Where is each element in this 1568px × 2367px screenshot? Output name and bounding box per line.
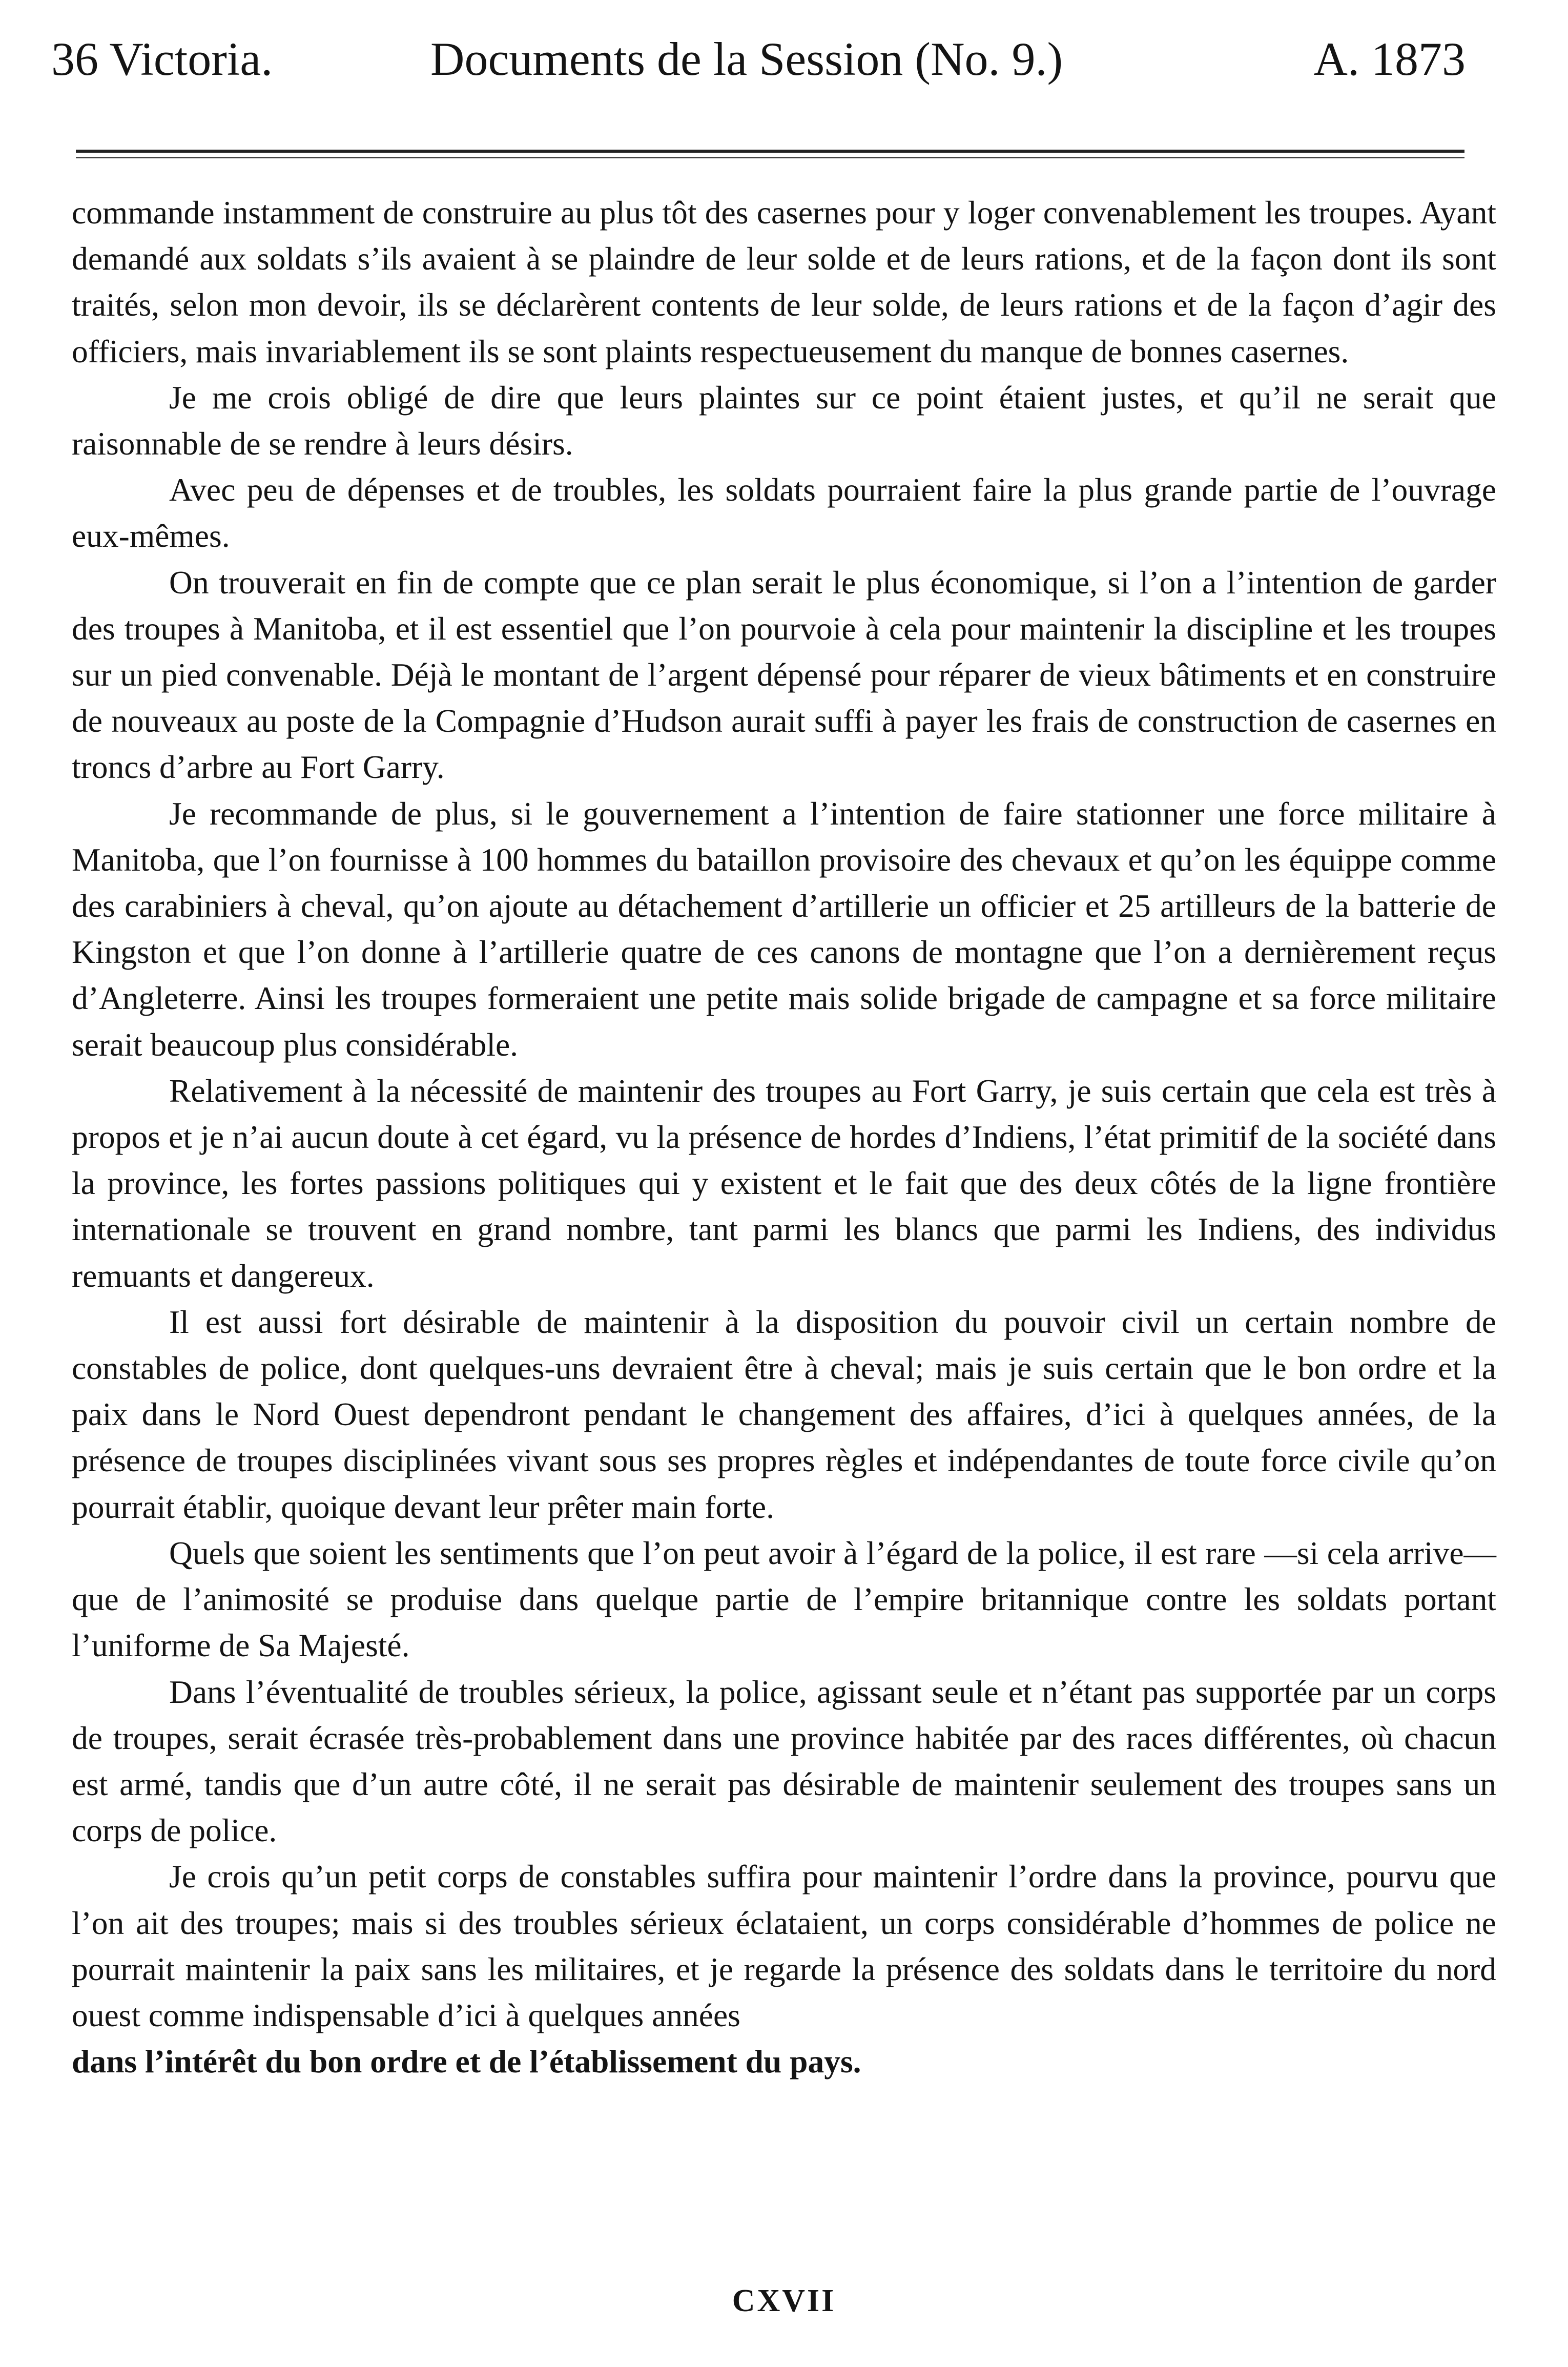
header-title: Documents de la Session (No. 9.) [430,33,1063,85]
paragraph-1: commande instamment de construire au plus tôt des casernes pour y loger convenablement les troupes. Ayant demandé aux soldats s’ils avaient à se plaindre de leur solde et de leurs rations, et de la façon dont ils sont traités, selon mon devoir, ils se déclarèrent contents de leur solde, de leurs rations et de la façon d’agir des officiers, mais invariablement ils se sont plaints respectueusement du manque de bonnes casernes. [72,194,1496,369]
paragraph-9: Dans l’éventualité de troubles sérieux, la police, agissant seule et n’étant pas supportée par un corps de troupes, serait écrasée très-probablement dans une province habitée par des races différentes, où chacun est armé, tandis que d’un autre côté, il ne serait pas désirable de maintenir seulement des troupes sans un corps de police. [72,1673,1496,1849]
paragraph-5: Je recommande de plus, si le gouvernement a l’intention de faire stationner une force militaire à Manitoba, que l’on fournisse à 100 hommes du bataillon provisoire des chevaux et qu’on les équippe comme des carabiniers à cheval, qu’on ajoute au détachement d’artillerie un officier et 25 artilleurs de la batterie de Kingston et que l’on donne à l’artillerie quatre de ces canons de montagne que l’on a dernièrement reçus d’Angleterre. Ainsi les troupes formeraient une petite mais solide brigade de campagne et sa force militaire serait beaucoup plus considérable. [72,795,1496,1063]
page-number: CXVII [732,2283,836,2318]
page-header [51,20,1466,97]
header-volume: 36 Victoria. [51,33,273,85]
header-rule-thin [76,157,1464,158]
paragraph-6: Relativement à la nécessité de maintenir des troupes au Fort Garry, je suis certain que cela est très à propos et je n’ai aucun doute à cet égard, vu la présence de hordes d’Indiens, l’état primitif de la société dans la province, les fortes passions politiques qui y existent et le fait que des deux côtés de la ligne frontière internationale se trouvent en grand nombre, tant parmi les blancs que parmi les Indiens, des individus remuants et dangereux. [72,1072,1496,1294]
paragraph-10-last-line: dans l’intérêt du bon ordre et de l’établissement du pays. [72,2043,861,2080]
paragraph-2: Je me crois obligé de dire que leurs plaintes sur ce point étaient justes, et qu’il ne serait que raisonnable de se rendre à leurs désirs. [72,379,1496,462]
paragraph-4: On trouverait en fin de compte que ce plan serait le plus économique, si l’on a l’intention de garder des troupes à Manitoba, et il est essentiel que l’on pourvoie à cela pour maintenir la discipline et les troupes sur un pied convenable. Déjà le montant de l’argent dépensé pour réparer de vieux bâtiments et en construire de nouveaux au poste de la Compagnie d’Hudson aurait suffi à payer les frais de construction de casernes en troncs d’arbre au Fort Garry. [72,564,1496,786]
header-rule-thick [76,150,1464,153]
paragraph-8: Quels que soient les sentiments que l’on peut avoir à l’égard de la police, il est rare —si cela arrive—que de l’animosité se produise dans quelque partie de l’empire britannique contre les soldats portant l’uniforme de Sa Majesté. [72,1534,1496,1664]
paragraph-7: Il est aussi fort désirable de maintenir à la disposition du pouvoir civil un certain nombre de constables de police, dont quelques-uns devraient être à cheval; mais je suis certain que le bon ordre et la paix dans le Nord Ouest dependront pendant le changement des affaires, d’ici à quelques années, de la présence de troupes disciplinées vivant sous ses propres règles et indépendantes de toute force civile qu’on pourrait établir, quoique devant leur prêter main forte. [72,1303,1496,1525]
paragraph-3: Avec peu de dépenses et de troubles, les soldats pourraient faire la plus grande partie de l’ouvrage eux-mêmes. [72,471,1496,554]
paragraph-10: Je crois qu’un petit corps de constables suffira pour maintenir l’ordre dans la province, pourvu que l’on ait des troupes; mais si des troubles sérieux éclataient, un corps considérable d’hommes de police ne pourrait maintenir la paix sans les militaires, et je regarde la présence des soldats dans le territoire du nord ouest comme indispensable d’ici à quelques années [72,1858,1496,2033]
header-year: A. 1873 [1313,33,1466,85]
document-body [72,190,1496,2085]
